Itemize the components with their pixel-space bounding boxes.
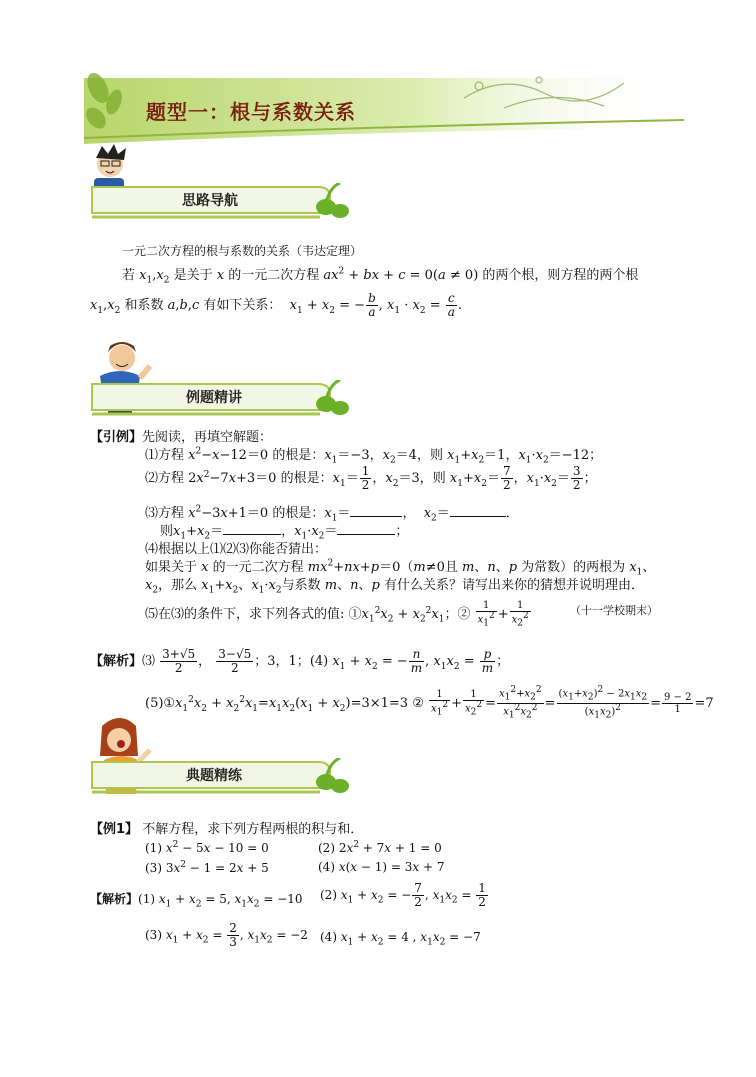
example-label: 【引例】 [90,430,143,445]
page-title: 题型一：根与系数关系 [146,100,356,124]
example-part-5: ⑸在⑶的条件下，求下列各式的值: $①x_1^2x_2 + x_2^2x_1$；② $\frac{1}{x_1^2}$ + $\frac{1}{x_2^2}$ [145,600,529,629]
part-text: ，则 [416,448,443,463]
solution-label: 【解析】 [90,654,143,670]
practice-intro [90,818,363,837]
theory-text: 的两个根，则方程的两个根 [482,268,639,283]
example-intro-text: 先阅读，再填空解题： [142,430,273,445]
example-part-3b: 则$x_1+x_2=$ ，$x_1\cdot x_2=$ ； [160,524,409,542]
example-solution-1: 【解析】⑶ $\frac{3+√5}{2}$ ， $\frac{3-√5}{2}$ ；3，1；(4) $x_1 + x_2$ = − $\frac{n}{m}$ , $x_1x_2$ = $\frac{p}{m}$ ； [90,647,510,676]
part-text: ⑸在⑶的条件下，求下列各式的值: [145,607,345,623]
part-text: 如果关于 [145,560,198,575]
part-text: 的根是： [272,506,325,521]
theory-text: 和系数 [124,298,164,314]
theory-text: 有如下关系： [203,298,282,314]
example-intro [90,426,272,445]
example-part-3: ⑶方程 $x^2-3x+1=0$ 的根是：$x_1=$ ， $x_2=$ ． [145,504,519,524]
practice-solution-1: 【解析】(1) $x_1 + x_2 = 5$, $x_1x_2 = -10$ [90,892,303,910]
part-text: ，那么 [158,578,198,593]
part-text: 则 [160,524,174,539]
part-text: 与系数 [281,578,321,593]
section-title-practice: 典题精练 [186,768,242,784]
part-text: 的一元二次方程 [212,560,304,575]
practice-solution-2: (2) $x_1 + x_2$ = − $\frac{7}{2}$ , $x_1x_2$ = $\frac{1}{2}$ [320,881,486,910]
part-text: ⑵方程 [145,471,185,487]
example-part-1: ⑴方程 $x^2-x-12=0$ 的根是：$x_1=-3$，$x_2=4$，则 $x_1+x_2=1$，$x_1\cdot x_2=-12$； [145,446,603,466]
section-title-thinking: 思路导航 [182,193,238,209]
part-text: 为常数）的两根为 [521,560,626,575]
practice-label: 【例1】 [90,822,139,837]
practice-eq-2: (2) $2x^2 + 7x + 1 = 0$ [318,840,442,855]
theory-heading: 一元二次方程的根与系数的关系（韦达定理） [122,244,363,258]
theory-line-1: 若 $x_1,x_2$ 是关于 x 的一元二次方程 $ax^2$ + bx + c = 0(a ≠ 0) 的两个根，则方程的两个根 [122,266,639,286]
theory-text: 若 [122,268,136,283]
practice-solution-3: (3) $x_1 + x_2$ = $\frac{2}{3}$ , $x_1x_2 = -2$ [145,921,308,950]
part-text: 的根是： [280,471,333,487]
example-part-2: ⑵方程 $2x^2-7x+3=0$ 的根是：$x_1=$ $\frac{1}{2}$ ，$x_2=3$，则 $x_1+x_2=$ $\frac{7}{2}$ ，$x_1\cdot x_2=$ $\frac{3}{2}$ ； [145,464,597,493]
example-solution-2: $(5)①x_1^2x_2 + x_2^2x_1=x_1x_2(x_1 + x_2)=3\times 1=3$ ② $\frac{1}{x_1^2}$ + $\frac{1}{x_2^2}$ = $\frac{x_1^2+x_2^2}{x_1^2x_2^2}$ = $\frac{(x_1+x_2)^2 - 2x_1x_2}{(x_1x_2)^2}$ = $\frac{9 - 2}{1}$ =7 [145,685,714,721]
practice-eq-3: (3) $3x^2 - 1 = 2x + 5$ [145,860,269,875]
part-text: 有什么关系？请写出来你的猜想并说明理由． [383,578,644,593]
part-text: 的根是： [272,448,325,463]
section-title-examples: 例题精讲 [186,390,242,406]
practice-eq-1: (1) $x^2 - 5x - 10 = 0$ [145,840,269,855]
part-text: ⑴方程 [145,448,185,463]
practice-eq-4: (4) x(x − 1) = 3x + 7 [318,860,445,874]
solution-text: ；3，1； [254,654,310,670]
example-part-4b: 如果关于 x 的一元二次方程 $mx^2+nx+p=0(m\ne 0$且 m、n、p 为常数）的两根为 $x_1$、 [145,558,656,578]
part-text: ⑶方程 [145,506,185,521]
theory-text: 的一元二次方程 [228,268,320,283]
practice-intro-text: 不解方程，求下列方程两根的积与和． [142,822,364,837]
practice-solution-4: (4) $x_1 + x_2 = 4$ , $x_1x_2 = -7$ [320,930,481,948]
practice-solution-label: 【解析】 [90,892,139,906]
theory-line-2: $x_1,x_2$ 和系数 a,b,c 有如下关系： $x_1 + x_2$ = − $\frac{b}{a}$ , $x_1 \cdot x_2$ = $\frac{c}{a}$ . [90,291,463,320]
example-part-4: ⑷根据以上⑴⑵⑶你能否猜出： [145,542,328,557]
source-note: （十一学校期末） [570,604,658,617]
theory-text: 是关于 [173,268,213,283]
part-text: ，则 [419,471,446,487]
example-part-4c: $x_2$，那么 $x_1+x_2$、$x_1\cdot x_2$与系数 m、n、p 有什么关系？请写出来你的猜想并说明理由． [145,578,644,596]
